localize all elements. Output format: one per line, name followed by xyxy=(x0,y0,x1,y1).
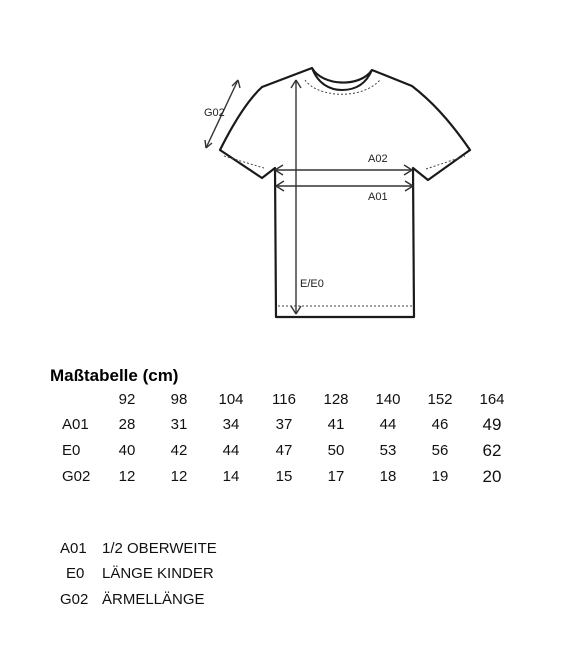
table-cell: 15 xyxy=(275,468,293,485)
row-label: G02 xyxy=(62,468,91,485)
size-header-cell: 164 xyxy=(479,391,505,408)
legend-description: LÄNGE KINDER xyxy=(102,565,214,582)
table-cell: 40 xyxy=(118,442,136,459)
legend-description: 1/2 OBERWEITE xyxy=(102,540,217,557)
size-header-cell: 152 xyxy=(427,391,453,408)
size-header-cell: 98 xyxy=(170,391,188,408)
g02-label: G02 xyxy=(204,107,225,119)
table-cell: 28 xyxy=(118,416,136,433)
table-cell: 47 xyxy=(275,442,293,459)
a01-label: A01 xyxy=(368,191,388,203)
table-cell: 12 xyxy=(170,468,188,485)
e0-label: E/E0 xyxy=(300,278,324,290)
table-cell: 50 xyxy=(327,442,345,459)
table-cell: 46 xyxy=(431,416,449,433)
row-label: A01 xyxy=(62,416,89,433)
table-cell: 44 xyxy=(379,416,397,433)
table-cell: 42 xyxy=(170,442,188,459)
size-header-cell: 128 xyxy=(323,391,349,408)
table-cell: 17 xyxy=(327,468,345,485)
size-header-cell: 92 xyxy=(118,391,136,408)
table-cell: 12 xyxy=(118,468,136,485)
legend-description: ÄRMELLÄNGE xyxy=(102,591,205,608)
table-cell: 49 xyxy=(482,415,502,434)
table-cell: 37 xyxy=(275,416,293,433)
a02-label: A02 xyxy=(368,153,388,165)
table-cell: 41 xyxy=(327,416,345,433)
table-cell: 62 xyxy=(482,441,502,460)
table-cell: 53 xyxy=(379,442,397,459)
row-label: E0 xyxy=(62,442,81,459)
size-header-cell: 104 xyxy=(218,391,244,408)
legend-code: E0 xyxy=(66,565,85,582)
table-cell: 14 xyxy=(222,468,240,485)
size-header-cell: 116 xyxy=(272,391,296,408)
table-cell: 19 xyxy=(431,468,449,485)
legend-code: A01 xyxy=(60,540,87,557)
table-cell: 34 xyxy=(222,416,240,433)
table-cell: 44 xyxy=(222,442,240,459)
table-cell: 31 xyxy=(170,416,188,433)
size-table-title: Maßtabelle (cm) xyxy=(50,366,179,385)
tshirt-outline xyxy=(220,68,470,317)
table-cell: 18 xyxy=(379,468,397,485)
table-cell: 56 xyxy=(431,442,449,459)
size-header-cell: 140 xyxy=(375,391,401,408)
table-cell: 20 xyxy=(482,467,502,486)
legend-code: G02 xyxy=(60,591,89,608)
